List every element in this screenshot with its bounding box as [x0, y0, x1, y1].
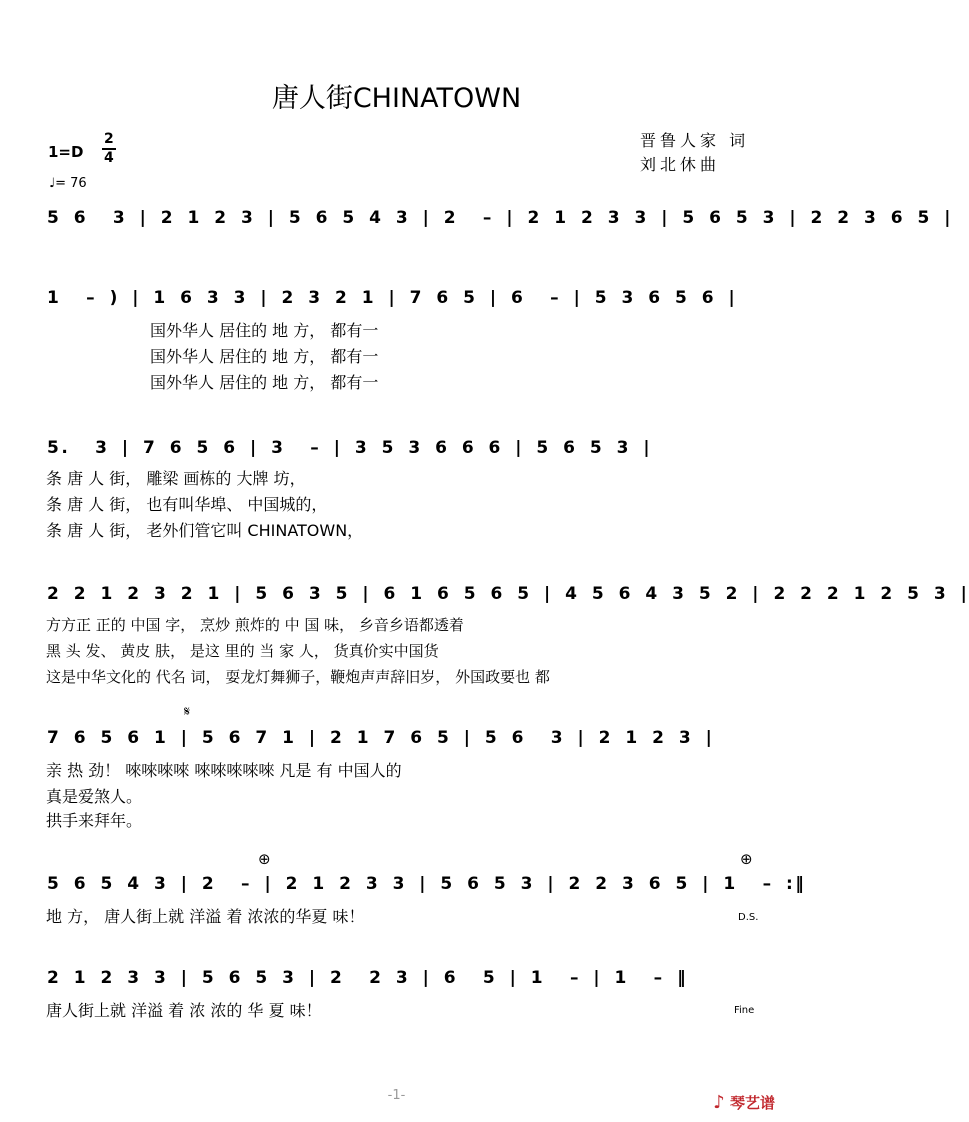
lyricist-credit: 晋鲁人家 词	[640, 131, 750, 150]
notation-line: 1 – ) | 1 6 3 3 | 2 3 2 1 | 7 6 5 | 6 – | 5 3 6 5 6 |	[47, 288, 738, 308]
composer-credit: 刘北休曲	[640, 155, 721, 174]
segno-sign: 𝄋	[184, 704, 191, 720]
notation-line: 5 6 5 4 3 | 2 – | 2 1 2 3 3 | 5 6 5 3 | 2 2 3 6 5 | 1 – :‖	[47, 874, 807, 894]
lyric-line: 地 方， 唐人街上就 洋溢 着 浓浓的华夏 味！	[46, 907, 365, 926]
score-system-4	[47, 584, 969, 612]
notation-line: 2 2 1 2 3 2 1 | 5 6 3 5 | 6 1 6 5 6 5 | 4 5 6 4 3 5 2 | 2 2 2 1 2 5 3 |	[47, 584, 969, 604]
score-system-1	[47, 208, 953, 236]
notation-line: 2 1 2 3 3 | 5 6 5 3 | 2 2 3 | 6 5 | 1 – | 1 – ‖	[47, 968, 689, 988]
lyric-line: 亲 热 劲！ 唻唻唻唻 唻唻唻唻唻 凡是 有 中国人的	[46, 761, 402, 780]
brand-logo: ♪ 琴艺谱	[713, 1092, 775, 1113]
lyric-line: 国外华人 居住的 地 方， 都有一	[150, 321, 379, 340]
lyric-line: 黑 头 发、 黄皮 肤， 是这 里的 当 家 人， 货真价实中国货	[46, 642, 439, 660]
notation-line: 5 6 3 | 2 1 2 3 | 5 6 5 4 3 | 2 – | 2 1 2 3 3 | 5 6 5 3 | 2 2 3 6 5 |	[47, 208, 953, 228]
notation-line: 5. 3 | 7 6 5 6 | 3 – | 3 5 3 6 6 6 | 5 6 5 3 |	[47, 438, 653, 458]
tempo-mark: ♩= 76	[49, 176, 87, 191]
lyric-line: 国外华人 居住的 地 方， 都有一	[150, 373, 379, 392]
lyric-line: 条 唐 人 街， 也有叫华埠、 中国城的，	[46, 495, 328, 514]
score-system-3	[47, 438, 652, 466]
time-sig-bottom: 4	[104, 150, 114, 166]
fine-mark: Fine	[734, 1005, 755, 1016]
score-system-7	[47, 968, 688, 996]
page-number: -1-	[387, 1088, 406, 1103]
lyric-line: 拱手来拜年。	[46, 811, 143, 830]
coda-sign: ⊕	[258, 850, 271, 868]
coda-sign: ⊕	[740, 850, 753, 868]
notation-line: 7 6 5 6 1 | 5 6 7 1 | 2 1 7 6 5 | 5 6 3 | 2 1 2 3 |	[47, 728, 715, 748]
time-sig-top: 2	[104, 131, 114, 147]
lyric-line: 唐人街上就 洋溢 着 浓 浓的 华 夏 味！	[46, 1001, 322, 1020]
score-system-6	[47, 874, 806, 902]
score-system-2	[47, 288, 737, 316]
lyric-line: 国外华人 居住的 地 方， 都有一	[150, 347, 379, 366]
ds-mark: D.S.	[738, 912, 759, 923]
lyric-line: 真是爱煞人。	[46, 787, 143, 806]
page-title: 唐人街CHINATOWN	[271, 83, 522, 114]
lyric-line: 方方正 正的 中国 字， 烹炒 煎炸的 中 国 味， 乡音乡语都透着	[46, 616, 464, 634]
lyric-line: 条 唐 人 街， 老外们管它叫 CHINATOWN，	[46, 521, 364, 540]
lyric-line: 条 唐 人 街， 雕梁 画栋的 大牌 坊，	[46, 469, 306, 488]
lyric-line: 这是中华文化的 代名 词， 耍龙灯舞狮子，鞭炮声声辞旧岁， 外国政要也 都	[46, 668, 550, 686]
score-system-5	[47, 728, 714, 756]
key-signature: 1=D	[48, 143, 84, 161]
